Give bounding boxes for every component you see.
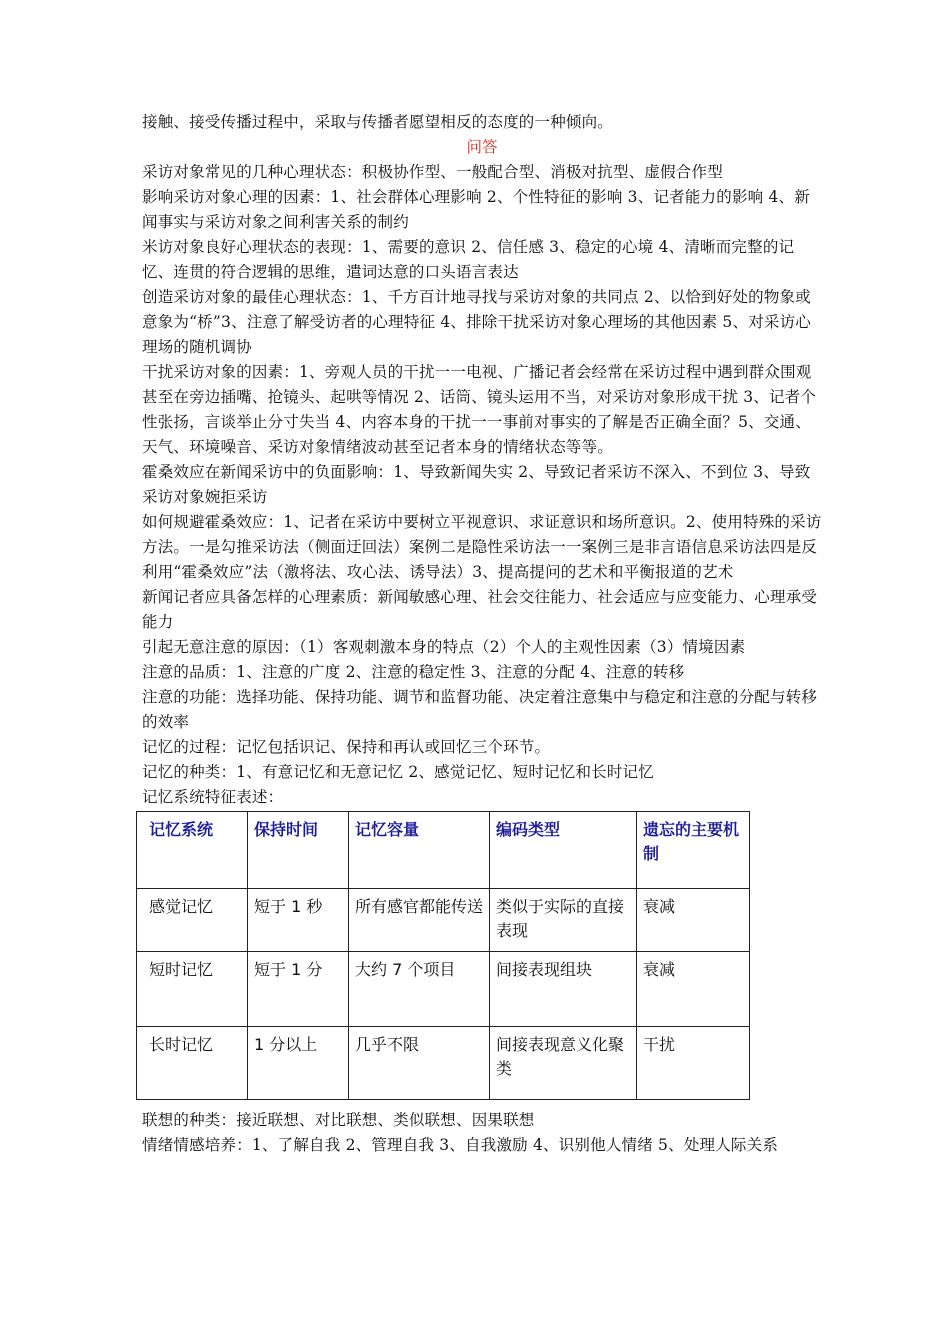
paragraph: 情绪情感培养：1、了解自我 2、管理自我 3、自我激励 4、识别他人情绪 5、处理人际关系 <box>142 1136 779 1154</box>
table-cell: 几乎不限 <box>349 1027 490 1100</box>
table-cell: 长时记忆 <box>137 1027 248 1100</box>
paragraph: 采访对象常见的几种心理状态：积极协作型、一般配合型、消极对抗型、虚假合作型 <box>142 163 723 181</box>
table-header-cell: 记忆容量 <box>349 812 490 889</box>
table-cell: 衰减 <box>637 889 750 952</box>
table-row <box>137 952 750 1027</box>
paragraph: 新闻记者应具备怎样的心理素质：新闻敏感心理、社会交往能力、社会适应与应变能力、心理承受能力 <box>142 588 818 631</box>
paragraph: 米访对象良好心理状态的表现：1、需要的意识 2、信任感 3、稳定的心境 4、清晰而完整的记忆、连贯的符合逻辑的思维，遣词达意的口头语言表达 <box>142 238 795 281</box>
table-header-cell: 编码类型 <box>490 812 637 889</box>
table-cell: 间接表现组块 <box>490 952 637 1027</box>
paragraph: 接触、接受传播过程中，采取与传播者愿望相反的态度的一种倾向。 <box>142 113 614 131</box>
document-page <box>142 110 822 1158</box>
paragraph: 创造采访对象的最佳心理状态：1、千方百计地寻找与采访对象的共同点 2、以恰到好处的物象或意象为“桥”3、注意了解受访者的心理特征 4、排除干扰采访对象心理场的其他因素 5、对采访心理场的随机调协 <box>142 288 811 356</box>
paragraph: 联想的种类：接近联想、对比联想、类似联想、因果联想 <box>142 1111 535 1129</box>
table-cell: 干扰 <box>637 1027 750 1100</box>
paragraph: 注意的品质：1、注意的广度 2、注意的稳定性 3、注意的分配 4、注意的转移 <box>142 663 685 681</box>
table-cell: 短于 1 分 <box>248 952 349 1027</box>
paragraph: 记忆系统特征表述： <box>142 788 284 806</box>
table-cell: 感觉记忆 <box>137 889 248 952</box>
table-cell: 间接表现意义化聚类 <box>490 1027 637 1100</box>
table-cell: 1 分以上 <box>248 1027 349 1100</box>
table-cell: 类似于实际的直接表现 <box>490 889 637 952</box>
paragraph: 影响采访对象心理的因素：1、社会群体心理影响 2、个性特征的影响 3、记者能力的影响 4、新闻事实与采访对象之间利害关系的制约 <box>142 188 810 231</box>
paragraph: 注意的功能：选择功能、保持功能、调节和监督功能、决定着注意集中与稳定和注意的分配与转移的效率 <box>142 688 818 731</box>
table-cell: 大约 7 个项目 <box>349 952 490 1027</box>
table-header-row <box>137 812 750 889</box>
table-cell: 衰减 <box>637 952 750 1027</box>
table-cell: 短于 1 秒 <box>248 889 349 952</box>
memory-system-table <box>136 811 750 1100</box>
paragraph: 引起无意注意的原因：（1）客观刺激本身的特点（2）个人的主观性因素（3）情境因素 <box>142 638 746 656</box>
table-cell: 短时记忆 <box>137 952 248 1027</box>
table-cell: 所有感官都能传送 <box>349 889 490 952</box>
table-row <box>137 1027 750 1100</box>
table-header-cell: 遗忘的主要机制 <box>637 812 750 889</box>
table-header-cell: 保持时间 <box>248 812 349 889</box>
paragraph: 霍桑效应在新闻采访中的负面影响：1、导致新闻失实 2、导致记者采访不深入、不到位 3、导致采访对象婉拒采访 <box>142 463 811 506</box>
paragraph: 干扰采访对象的因素：1、旁观人员的干扰一一电视、广播记者会经常在采访过程中遇到群众围观甚至在旁边插嘴、抢镜头、起哄等情况 2、话筒、镜头运用不当，对采访对象形成干扰 3、记者个性张扬，言谈举止分寸失当 4、内容本身的干扰一一事前对事实的了解是否正确全面？5、交通、天气、环境噪音、采访对象情绪波动甚至记者本身的情绪状态等等。 <box>142 363 817 456</box>
table-header-cell: 记忆系统 <box>137 812 248 889</box>
paragraph: 记忆的过程：记忆包括识记、保持和再认或回忆三个环节。 <box>142 738 551 756</box>
table-row <box>137 889 750 952</box>
closing-section <box>142 1108 822 1158</box>
paragraph: 如何规避霍桑效应：1、记者在采访中要树立平视意识、求证意识和场所意识。2、使用特殊的采访方法。一是勾推采访法（侧面迂回法）案例二是隐性采访法一一案例三是非言语信息采访法四是反利用“霍桑效应”法（激将法、攻心法、诱导法）3、提高提问的艺术和平衡报道的艺术 <box>142 513 822 581</box>
section-heading: 问答 <box>466 138 498 156</box>
paragraph: 记忆的种类：1、有意记忆和无意记忆 2、感觉记忆、短时记忆和长时记忆 <box>142 763 654 781</box>
